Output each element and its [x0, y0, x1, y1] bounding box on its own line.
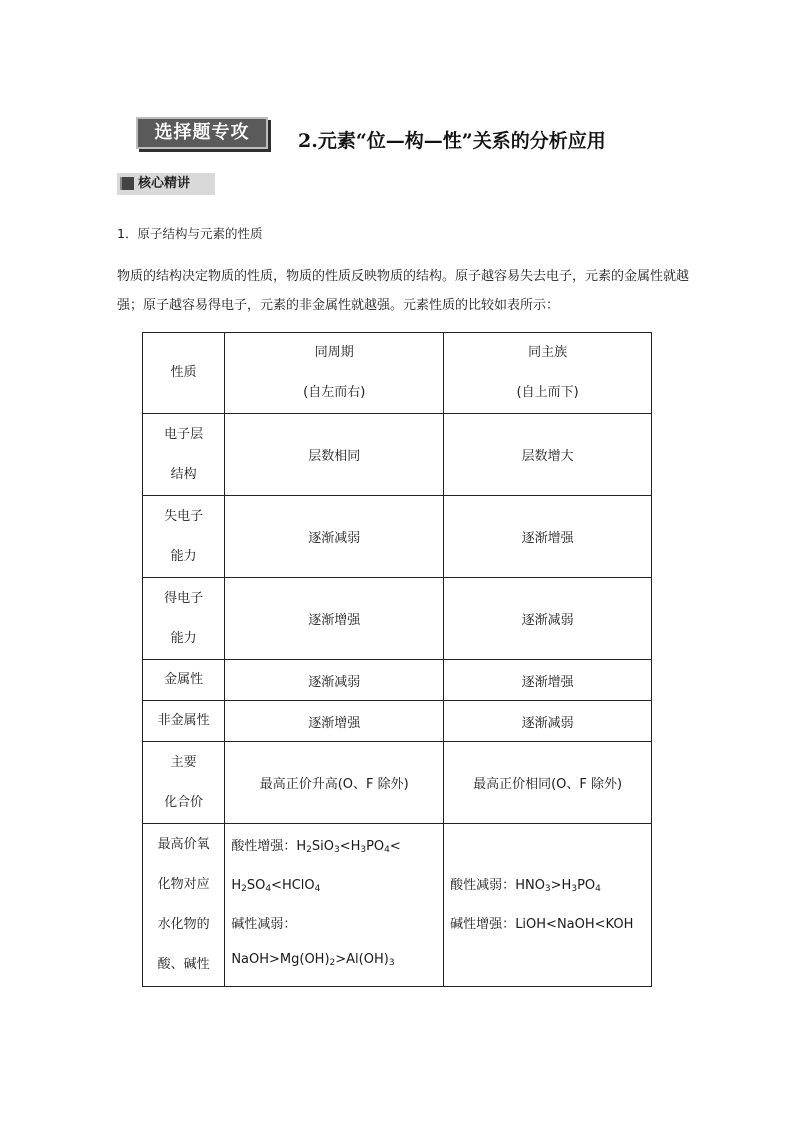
section-marker-icon	[120, 177, 134, 190]
table-row: 主要 化合价 最高正价升高(O、F 除外) 最高正价相同(O、F 除外)	[143, 742, 652, 824]
table-row: 电子层 结构 层数相同 层数增大	[143, 414, 652, 496]
element-properties-table	[142, 332, 652, 987]
table-row: 得电子 能力 逐渐增强 逐渐减弱	[143, 578, 652, 660]
table-row-oxide-hydrate: 最高价氧 化物对应 水化物的 酸、碱性 酸性增强：$H_2SiO_3<H_3PO_4<$ $H_2SO_4<HClO_4$ 碱性减弱： $NaOH>Mg(OH)_2>Al(OH)_3$ 酸性减弱：$HNO_3>H_3PO_4$ 碱性增强：LiOH<NaOH<KOH	[143, 824, 652, 987]
intro-paragraph: 物质的结构决定物质的性质，物质的性质反映物质的结构。原子越容易失去电子，元素的金属性就越强；原子越容易得电子，元素的非金属性就越强。元素性质的比较如表所示：	[117, 269, 690, 313]
section-header	[117, 173, 215, 195]
table-row: 非金属性 逐渐增强 逐渐减弱	[143, 701, 652, 742]
table-row: 金属性 逐渐减弱 逐渐增强	[143, 660, 652, 701]
group-acid-base-cell: 酸性减弱：$HNO_3>H_3PO_4$ 碱性增强：LiOH<NaOH<KOH	[444, 824, 652, 987]
header-property-cell: 性质	[143, 333, 225, 414]
page-title: 2.元素“位—构—性”关系的分析应用	[298, 130, 606, 152]
header-period-cell: 同周期 (自左而右)	[225, 333, 444, 414]
subsection-heading: 1．原子结构与元素的性质	[117, 226, 263, 241]
table-row: 失电子 能力 逐渐减弱 逐渐增强	[143, 496, 652, 578]
table-header-row	[143, 333, 652, 414]
topic-badge: 选择题专攻	[136, 117, 268, 149]
section-label: 核心精讲	[138, 176, 191, 191]
header-group-cell: 同主族 (自上而下)	[444, 333, 652, 414]
period-acid-base-cell: 酸性增强：$H_2SiO_3<H_3PO_4<$ $H_2SO_4<HClO_4$ 碱性减弱： $NaOH>Mg(OH)_2>Al(OH)_3$	[225, 824, 444, 987]
